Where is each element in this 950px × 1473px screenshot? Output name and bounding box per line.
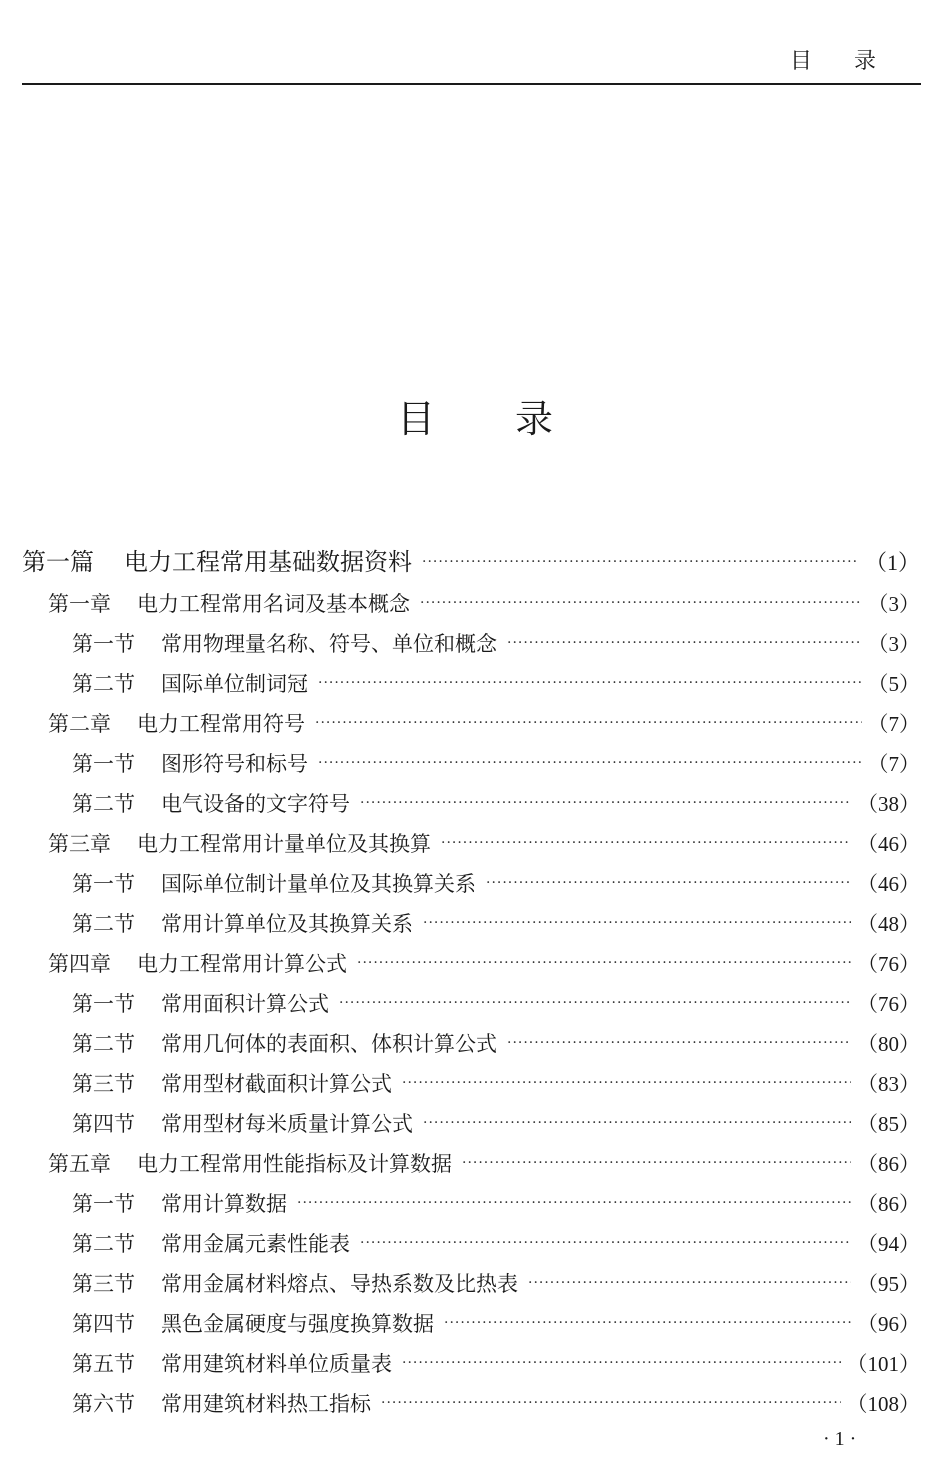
toc-entry-chapter[interactable]: [48, 588, 920, 618]
dot-leader: [381, 1395, 841, 1411]
toc-entry-number: 第二节: [72, 672, 135, 696]
toc-entry-label: 常用计算数据: [161, 1192, 287, 1216]
toc-entry-section[interactable]: [72, 1268, 920, 1298]
toc-entry-page: （86）: [857, 1152, 920, 1176]
dot-leader: [318, 755, 862, 771]
toc-entry-section[interactable]: [72, 1388, 920, 1418]
dot-leader: [444, 1315, 851, 1331]
toc-entry-number: 第一节: [72, 752, 135, 776]
toc-entry-label: 常用型材截面积计算公式: [161, 1072, 392, 1096]
toc-entry-number: 第一节: [72, 632, 135, 656]
toc-entry-number: 第二节: [72, 912, 135, 936]
toc-entry-page: （83）: [857, 1072, 920, 1096]
dot-leader: [422, 554, 859, 570]
toc-entry-section[interactable]: [72, 628, 920, 658]
dot-leader: [423, 1115, 851, 1131]
toc-entry-section[interactable]: [72, 1188, 920, 1218]
toc-entry-label: 电力工程常用性能指标及计算数据: [137, 1152, 452, 1176]
toc-entry-label: 常用金属元素性能表: [161, 1232, 350, 1256]
toc-entry-chapter[interactable]: [48, 708, 920, 738]
dot-leader: [315, 715, 862, 731]
dot-leader: [423, 915, 851, 931]
toc-entry-label: 常用建筑材料热工指标: [161, 1392, 371, 1416]
dot-leader: [507, 1035, 851, 1051]
toc-entry-chapter[interactable]: [48, 948, 920, 978]
toc-entry-chapter[interactable]: [48, 1148, 920, 1178]
dot-leader: [441, 835, 851, 851]
toc-entry-page: （48）: [857, 912, 920, 936]
dot-leader: [360, 1235, 851, 1251]
toc-entry-number: 第三节: [72, 1072, 135, 1096]
toc-entry-number: 第五节: [72, 1352, 135, 1376]
toc-entry-number: 第四节: [72, 1112, 135, 1136]
toc-entry-number: 第一篇: [22, 548, 94, 576]
toc-entry-number: 第一节: [72, 992, 135, 1016]
dot-leader: [360, 795, 851, 811]
toc-entry-chapter[interactable]: [48, 828, 920, 858]
dot-leader: [507, 635, 862, 651]
page-number: · 1 ·: [823, 1428, 857, 1450]
toc-entry-page: （46）: [857, 872, 920, 896]
toc-entry-page: （3）: [867, 592, 920, 616]
toc-entry-label: 图形符号和标号: [161, 752, 308, 776]
dot-leader: [318, 675, 862, 691]
dot-leader: [402, 1355, 841, 1371]
toc-entry-number: 第二节: [72, 1232, 135, 1256]
dot-leader: [339, 995, 851, 1011]
toc-entry-label: 常用型材每米质量计算公式: [161, 1112, 413, 1136]
toc-entry-page: （101）: [846, 1352, 920, 1376]
toc-entry-label: 常用计算单位及其换算关系: [161, 912, 413, 936]
toc-entry-section[interactable]: [72, 1308, 920, 1338]
toc-entry-label: 国际单位制词冠: [161, 672, 308, 696]
toc-entry-label: 黑色金属硬度与强度换算数据: [161, 1312, 434, 1336]
toc-entry-section[interactable]: [72, 908, 920, 938]
dot-leader: [420, 595, 862, 611]
toc-entry-page: （95）: [857, 1272, 920, 1296]
toc-entry-section[interactable]: [72, 988, 920, 1018]
toc-entry-number: 第三节: [72, 1272, 135, 1296]
toc-entry-section[interactable]: [72, 788, 920, 818]
toc-entry-section[interactable]: [72, 868, 920, 898]
toc-entry-label: 常用建筑材料单位质量表: [161, 1352, 392, 1376]
toc-entry-label: 常用几何体的表面积、体积计算公式: [161, 1032, 497, 1056]
toc-entry-page: （80）: [857, 1032, 920, 1056]
toc-entry-number: 第四节: [72, 1312, 135, 1336]
toc-entry-number: 第一章: [48, 592, 111, 616]
toc-entry-page: （76）: [857, 992, 920, 1016]
toc-entry-label: 电力工程常用计量单位及其换算: [137, 832, 431, 856]
dot-leader: [528, 1275, 851, 1291]
toc-entry-page: （96）: [857, 1312, 920, 1336]
toc-entry-label: 国际单位制计量单位及其换算关系: [161, 872, 476, 896]
toc-entry-page: （86）: [857, 1192, 920, 1216]
running-header-title: 目录: [789, 49, 918, 74]
toc-entry-number: 第一节: [72, 1192, 135, 1216]
toc-entry-page: （7）: [867, 712, 920, 736]
toc-entry-page: （76）: [857, 952, 920, 976]
dot-leader: [402, 1075, 851, 1091]
toc-entry-label: 电力工程常用计算公式: [137, 952, 347, 976]
toc-entry-page: （7）: [867, 752, 920, 776]
toc-entry-label: 电力工程常用基础数据资料: [124, 548, 412, 576]
toc-entry-number: 第三章: [48, 832, 111, 856]
toc-entry-page: （3）: [867, 632, 920, 656]
toc-entry-number: 第四章: [48, 952, 111, 976]
toc-entry-number: 第五章: [48, 1152, 111, 1176]
toc-entry-label: 电力工程常用名词及基本概念: [137, 592, 410, 616]
toc-entry-number: 第二节: [72, 1032, 135, 1056]
toc-entry-section[interactable]: [72, 1348, 920, 1378]
toc-entry-label: 电气设备的文字符号: [161, 792, 350, 816]
toc-entry-page: （85）: [857, 1112, 920, 1136]
dot-leader: [297, 1195, 851, 1211]
toc-entry-number: 第六节: [72, 1392, 135, 1416]
toc-entry-label: 常用金属材料熔点、导热系数及比热表: [161, 1272, 518, 1296]
toc-entry-label: 常用物理量名称、符号、单位和概念: [161, 632, 497, 656]
page-title: 目录: [396, 397, 633, 441]
toc-entry-part[interactable]: [22, 542, 920, 577]
toc-entry-number: 第一节: [72, 872, 135, 896]
toc-entry-page: （1）: [864, 550, 920, 575]
toc-entry-page: （108）: [846, 1392, 920, 1416]
toc-entry-number: 第二节: [72, 792, 135, 816]
dot-leader: [462, 1155, 851, 1171]
toc-entry-number: 第二章: [48, 712, 111, 736]
dot-leader: [357, 955, 851, 971]
toc-entry-section[interactable]: [72, 748, 920, 778]
toc-entry-page: （5）: [867, 672, 920, 696]
dot-leader: [486, 875, 851, 891]
toc-entry-page: （46）: [857, 832, 920, 856]
toc-entry-section[interactable]: [72, 1028, 920, 1058]
toc-entry-label: 电力工程常用符号: [137, 712, 305, 736]
toc-entry-section[interactable]: [72, 1068, 920, 1098]
toc-entry-section[interactable]: [72, 668, 920, 698]
toc-entry-page: （38）: [857, 792, 920, 816]
toc-entry-section[interactable]: [72, 1228, 920, 1258]
running-header: [22, 0, 921, 85]
toc-entry-section[interactable]: [72, 1108, 920, 1138]
toc-entry-label: 常用面积计算公式: [161, 992, 329, 1016]
toc-entry-page: （94）: [857, 1232, 920, 1256]
